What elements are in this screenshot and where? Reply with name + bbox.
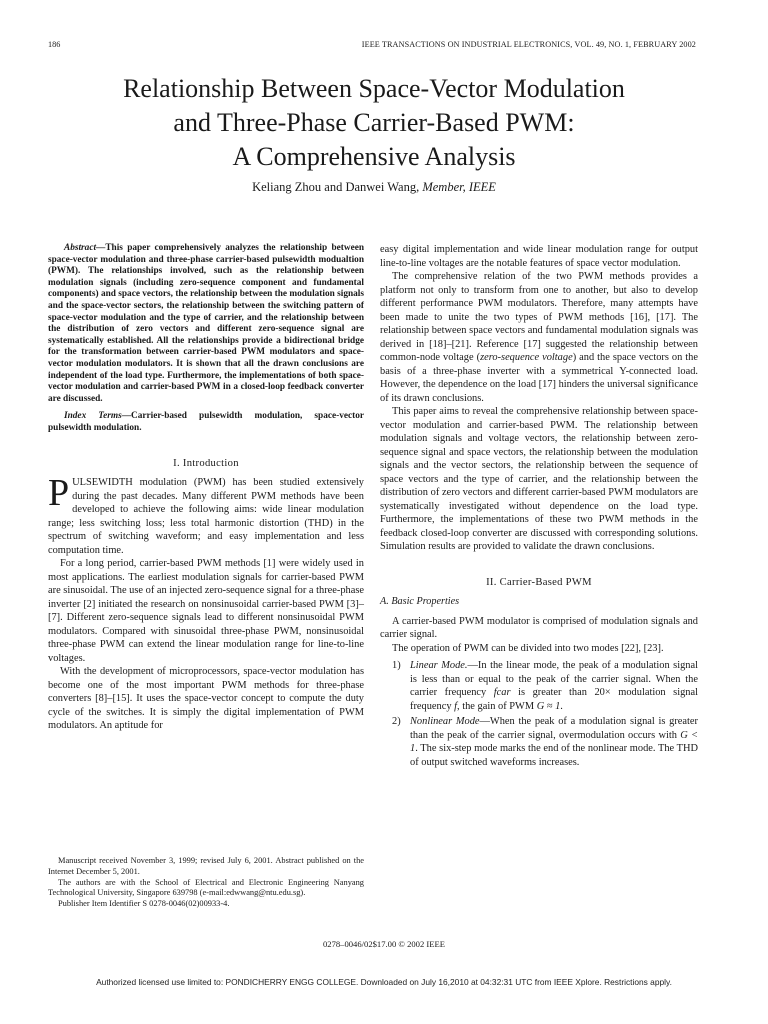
index-terms [48,411,364,434]
author-names: Keliang Zhou and Danwei Wang, [252,180,420,194]
index-terms-text: —Carrier-based pulsewidth modulation, space-vector pulsewidth modulation. [48,411,364,433]
intro-paragraph-4: easy digital implementation and wide linear modulation range for output line-to-line voltages are the notable features of space vector modulation. [380,244,698,269]
intro-paragraph-1 [48,472,364,557]
title-line-3: A Comprehensive Analysis [232,142,516,171]
list-item-linear-mode [380,659,698,713]
list-item-nonlinear-mode [380,715,698,769]
abstract [48,243,364,405]
title-line-2: and Three-Phase Carrier-Based PWM: [173,108,575,137]
mode-name: Nonlinear Mode [410,716,480,727]
section2-paragraph-2: The operation of PWM can be divided into two modes [22], [23]. [392,642,664,654]
math-gain: G < 1 [410,729,698,754]
math-f: f [454,700,458,712]
list-number: 2) [392,716,401,727]
page-header [48,40,696,54]
math-gain: G ≈ 1 [536,700,561,712]
footnote-received: Manuscript received November 3, 1999; revised July 6, 2001. Abstract published on the Internet December 5, 2001. [48,856,364,876]
mode-text: —In the linear mode, the peak of a modulation signal is less than or equal to the peak of the carrier signal. When the carrier frequency [410,660,698,698]
copyright-line: 0278–0046/02$17.00 © 2002 IEEE [322,939,446,949]
subsection-heading-basic-properties: A. Basic Properties [380,596,460,607]
intro-paragraph-5-b: ) and the space vectors on the basis of a three-phase inverter with a symmetrical Y-connected load. However, the dependence on the load [17] hinders the universal significance of its drawn conclusions. [380,352,698,404]
drop-cap: P [48,472,70,514]
mode-text: —When the peak of a modulation signal is greater than the peak of the carrier signal, overmodulation occurs with [410,716,698,741]
right-column [380,243,698,771]
page-number: 186 [48,40,61,49]
footnote-identifier: Publisher Item Identifier S 0278-0046(02)00933-4. [58,899,230,909]
intro-paragraph-6: This paper aims to reveal the comprehensive relationship between space-vector modulation and carrier-based PWM. The relationship between modulation signals and voltage vectors, the relationship between zero-sequence signal and space vectors, the relationship between the modulation signals and the vector sectors, the relationship between the sequence of space vectors and the type of carrier, and the relationship between the distribution of zero vectors and different carrier-based PWM modulators are systematically investigated without dependence on the load type. Furthermore, the implementations of these two PWM methods in the feedback closed-loop converter are discussed with corresponding solutions. Simulation results are provided to validate the drawn conclusions. [380,406,698,552]
intro-paragraph-5-emphasis: zero-sequence voltage [480,352,573,363]
abstract-lead: Abstract [64,243,97,253]
mode-text: . The six-step mode marks the end of the nonlinear mode. The THD of output switched waveforms increases. [410,743,698,768]
left-column [48,243,364,733]
journal-name: IEEE TRANSACTIONS ON INDUSTRIAL ELECTRONICS, VOL. 49, NO. 1, FEBRUARY 2002 [361,40,696,49]
title-line-1: Relationship Between Space-Vector Modulation [123,74,625,103]
section2-paragraph-1: A carrier-based PWM modulator is comprised of modulation signals and carrier signal. [380,615,698,640]
intro-paragraph-2: For a long period, carrier-based PWM methods [1] were widely used in most applications. The earliest modulation signals for carrier-based PWM are sinusoidal. The use of an injected zero-sequence signal for a three-phase inverter [2] initiated the research on nonsinusoidal carrier-based PWM [3]–[7]. Different zero-sequence signals lead to different nonsinusoidal PWM modulators. Compared with sinusoidal three-phase PWM, nonsinusoidal three-phase PWM can extend the linear modulation range for line-to-line voltages. [48,558,365,664]
intro-paragraph-1-text: ULSEWIDTH modulation (PWM) has been studied extensively during the past decades. Many different PWM methods have been developed to achieve the following aims: wide linear modulation range; less switching loss; less total harmonic distortion (THD) in the spectrum of switching waveform; and easy implementation and less computation time. [48,477,364,556]
mode-name: Linear Mode. [410,660,468,671]
author-line [40,180,708,195]
intro-paragraph-5-a: The comprehensive relation of the two PWM methods provides a platform not only to transform from one to another, but also to develop different performance PWM modulators. Therefore, many attempts have been made to unite the two types of PWM methods [16], [17]. The relationship between space vectors and fundamental modulation signals was derived in [18]–[21]. Reference [17] suggested the relationship between common-node voltage ( [380,271,698,363]
section-heading-introduction: I. Introduction [173,457,239,469]
mode-text: . [560,700,563,712]
footnote [48,856,364,910]
intro-paragraph-5 [380,270,698,405]
abstract-text: —This paper comprehensively analyzes the relationship between space-vector modulation and three-phase carrier-based pulsewidth modualtion (PWM). The relationships involved, such as the relationship between modulation signals (including zero-sequence component and fundamental components) and space vectors, the relationship between the modulation signals and the space-vector sectors, the relationship between the switching pattern of space-vector modulation and the type of carrier, and the relationship between the distribution of zero vectors and different zero-sequence signal are systematically established. All the relationships provide a bidirectional bridge for the transformation between carrier-based PWM modulators and space-vector modulation modulators. It is shown that all the drawn conclusions are independent of the load type. Furthermore, the implementations of both space-vector modulation and carrier-based PWM in a closed-loop feedback converter are discussed. [48,243,364,404]
mode-text: , the gain of PWM [457,700,537,712]
index-terms-lead: Index Terms [64,411,122,422]
math-fcar: fcar [493,687,511,698]
license-notice: Authorized licensed use limited to: PONDICHERRY ENGG COLLEGE. Downloaded on July 16,2010 at 04:32:31 UTC from IEEE Xplore. Restrictions apply. [96,977,672,987]
author-affiliation: Member, IEEE [422,180,496,194]
paper-title [40,72,708,174]
mode-text: is greater than 20× modulation signal frequency [410,687,698,712]
section-heading-carrier-based-pwm: II. Carrier-Based PWM [486,576,592,588]
footnote-affiliation: The authors are with the School of Electrical and Electronic Engineering Nanyang Technological University, Singapore 639798 (e-mail:edwwang@ntu.edu.sg). [48,877,364,898]
intro-paragraph-3: With the development of microprocessors, space-vector modulation has become one of the most important PWM methods for three-phase converters [8]–[15]. It uses the space-vector concept to compute the duty cycle of the switches. It is simply the digital implementation of PWM modulators. An aptitude for [48,666,364,731]
list-number: 1) [392,660,401,671]
mode-list [380,659,698,769]
